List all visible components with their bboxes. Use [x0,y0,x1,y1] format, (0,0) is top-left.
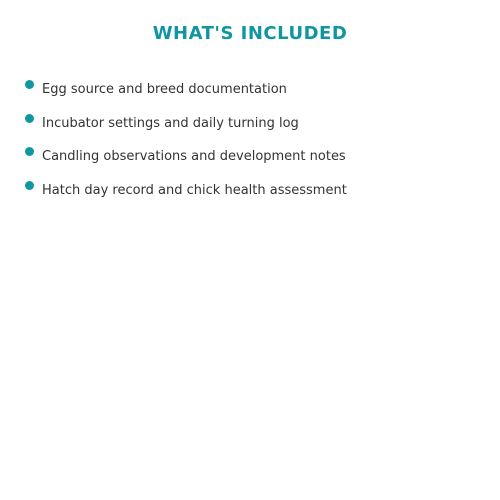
list-item-label: Egg source and breed documentation [42,82,287,97]
bullet-dot-icon [25,80,34,89]
list-item-label: Hatch day record and chick health assessment [42,182,347,198]
bullet-dot-icon [25,181,34,190]
bullet-dot-icon [25,114,34,123]
list-item [0,78,500,112]
list-item-label: Candling observations and development notes [42,149,346,164]
included-list [0,78,500,212]
list-item [0,112,500,146]
bullet-dot-icon [25,147,34,156]
list-item [0,179,500,213]
list-item [0,145,500,179]
list-item-label: Incubator settings and daily turning log [42,115,299,131]
page-title: WHAT'S INCLUDED [152,23,348,44]
